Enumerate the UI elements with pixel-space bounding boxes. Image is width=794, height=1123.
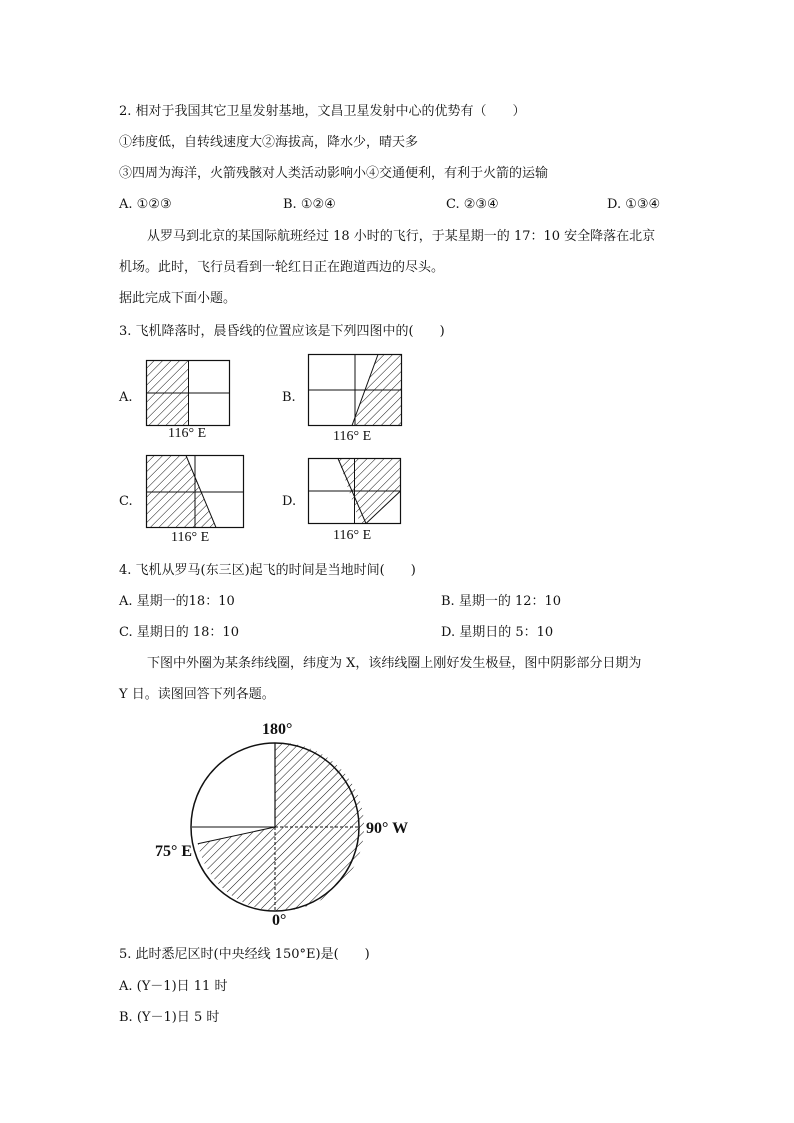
- diagram-label-0: 0°: [272, 912, 287, 929]
- q3-option-b-label[interactable]: B.: [282, 390, 296, 405]
- polar-diagram: [190, 742, 360, 912]
- q2-stem: 2. 相对于我国其它卫星发射基地，文昌卫星发射中心的优势有（ ）: [119, 104, 526, 119]
- passage1-instruction: 据此完成下面小题。: [119, 291, 237, 306]
- q3-figure-a-axis-label: 116° E: [168, 426, 207, 441]
- q3-stem: 3. 飞机降落时，晨昏线的位置应该是下列四图中的( ): [119, 324, 445, 339]
- q2-option-b[interactable]: B. ①②④: [283, 197, 336, 212]
- q4-option-b[interactable]: B. 星期一的 12：10: [441, 594, 562, 609]
- diagram-label-90w: 90° W: [366, 820, 409, 837]
- q2-option-a[interactable]: A. ①②③: [119, 197, 172, 212]
- q3-figure-c-axis-label: 116° E: [171, 530, 210, 545]
- q2-option-c[interactable]: C. ②③④: [446, 197, 499, 212]
- passage2-line1: 下图中外圈为某条纬线圈，纬度为 X，该纬线圈上刚好发生极昼，图中阴影部分日期为: [147, 656, 642, 671]
- q2-option-d[interactable]: D. ①③④: [607, 197, 661, 212]
- q3-figure-d[interactable]: [308, 458, 401, 524]
- q3-figure-a[interactable]: [146, 360, 230, 426]
- diagram-label-75e: 75° E: [155, 843, 193, 860]
- q5-stem: 5. 此时悉尼区时(中央经线 150°E)是( ): [119, 947, 370, 962]
- q2-line2: ③四周为海洋，火箭残骸对人类活动影响小④交通便利，有利于火箭的运输: [119, 166, 549, 181]
- q3-figure-b[interactable]: [308, 354, 402, 426]
- passage2-line2: Y 日。读图回答下列各题。: [119, 687, 275, 702]
- q4-option-c[interactable]: C. 星期日的 18：10: [119, 625, 239, 640]
- q4-stem: 4. 飞机从罗马(东三区)起飞的时间是当地时间( ): [119, 563, 416, 578]
- q3-option-d-label[interactable]: D.: [282, 494, 297, 509]
- q5-option-b[interactable]: B. (Y－1)日 5 时: [119, 1010, 220, 1025]
- q3-option-c-label[interactable]: C.: [119, 494, 133, 509]
- passage1-line1: 从罗马到北京的某国际航班经过 18 小时的飞行，于某星期一的 17：10 安全降落在北京: [147, 229, 656, 244]
- q3-figure-d-axis-label: 116° E: [333, 528, 372, 543]
- q4-option-d[interactable]: D. 星期日的 5：10: [441, 625, 554, 640]
- q3-figure-b-axis-label: 116° E: [333, 429, 372, 444]
- passage1-line2: 机场。此时，飞行员看到一轮红日正在跑道西边的尽头。: [119, 260, 445, 275]
- q2-line1: ①纬度低，自转线速度大②海拔高，降水少，晴天多: [119, 135, 419, 150]
- q4-option-a[interactable]: A. 星期一的18：10: [119, 594, 235, 609]
- q5-option-a[interactable]: A. (Y－1)日 11 时: [119, 979, 228, 994]
- q3-figure-c[interactable]: [146, 455, 244, 528]
- q3-option-a-label[interactable]: A.: [119, 390, 133, 405]
- diagram-label-180: 180°: [262, 721, 293, 738]
